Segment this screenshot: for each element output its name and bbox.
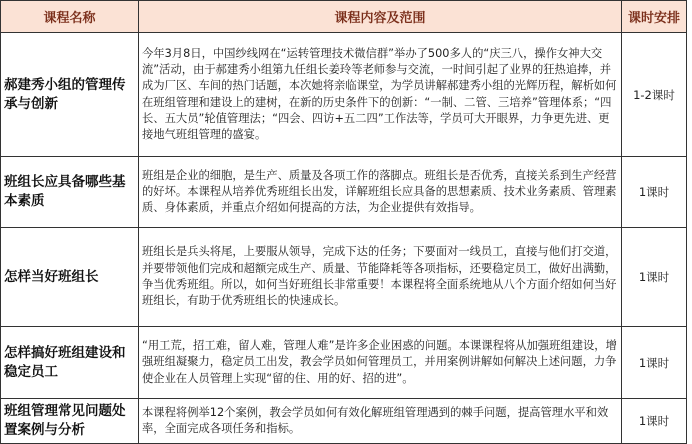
header-course-hours: 课时安排 [622, 1, 687, 33]
course-content-cell: 班组长是兵头将尾，上要服从领导，完成下达的任务；下要面对一线员工，直接与他们打交道，并要带领他们完成和超额完成生产、质量、节能降耗等各项指标，还要稳定员工，做好出满勤，争当优秀班组。所以，如何当好班组长非常重要！本课程将全面系统地从八个方面介绍如何当好班组长，有助于优秀班组长的快速成长。 [139, 228, 622, 327]
table-row [1, 157, 687, 228]
course-hours-cell: 1课时 [622, 157, 687, 228]
course-hours-cell: 1-2课时 [622, 33, 687, 157]
course-name-cell: 怎样搞好班组建设和稳定员工 [1, 327, 139, 399]
header-course-content: 课程内容及范围 [139, 1, 622, 33]
course-name-cell: 怎样当好班组长 [1, 228, 139, 327]
course-name-cell: 班组长应具备哪些基本素质 [1, 157, 139, 228]
table-row [1, 228, 687, 327]
course-content-cell: 班组是企业的细胞，是生产、质量及各项工作的落脚点。班组长是否优秀，直接关系到生产经营的好坏。本课程从培养优秀班组长出发，详解班组长应具备的思想素质、技术业务素质、管理素质、身体素质，并重点介绍如何提高的方法，为企业提供有效指导。 [139, 157, 622, 228]
course-name-cell: 郝建秀小组的管理传承与创新 [1, 33, 139, 157]
table-header-row [1, 1, 687, 33]
course-name-cell: 班组管理常见问题处置案例与分析 [1, 399, 139, 444]
course-content-cell: 本课程将例举12个案例，教会学员如何有效化解班组管理遇到的棘手问题，提高管理水平和效率，全面完成各项任务和指标。 [139, 399, 622, 444]
course-hours-cell: 1课时 [622, 399, 687, 444]
table-row [1, 327, 687, 399]
table-row [1, 33, 687, 157]
course-hours-cell: 1课时 [622, 228, 687, 327]
course-hours-cell: 1课时 [622, 327, 687, 399]
course-content-cell: 今年3月8日，中国纱线网在“运转管理技术微信群”举办了500多人的“庆三八，操作女神大交流”活动，由于郝建秀小组第九任组长姜玲等老师参与交流，一时间引起了业界的狂热追捧，并成为厂区、车间的热门话题，本次她将亲临课堂，为学员讲解郝建秀小组的光辉历程，解析如何在班组管理和建设上的建树，在新的历史条件下的创新：“一制、二管、三培养”管理体系；“四长、五大员”轮值管理法；“四会、四访+五二四”工作法等，学员可大开眼界，力争更先进、更接地气班组管理的盛宴。 [139, 33, 622, 157]
course-content-cell: “用工荒，招工难，留人难，管理人难”是许多企业困惑的问题。本课课程将从加强班组建设，增强班组凝聚力，稳定员工出发，教会学员如何管理员工，并用案例讲解如何解决上述问题，力争使企业在人员管理上实现“留的住、用的好、招的进”。 [139, 327, 622, 399]
header-course-name: 课程名称 [1, 1, 139, 33]
table-row [1, 399, 687, 444]
